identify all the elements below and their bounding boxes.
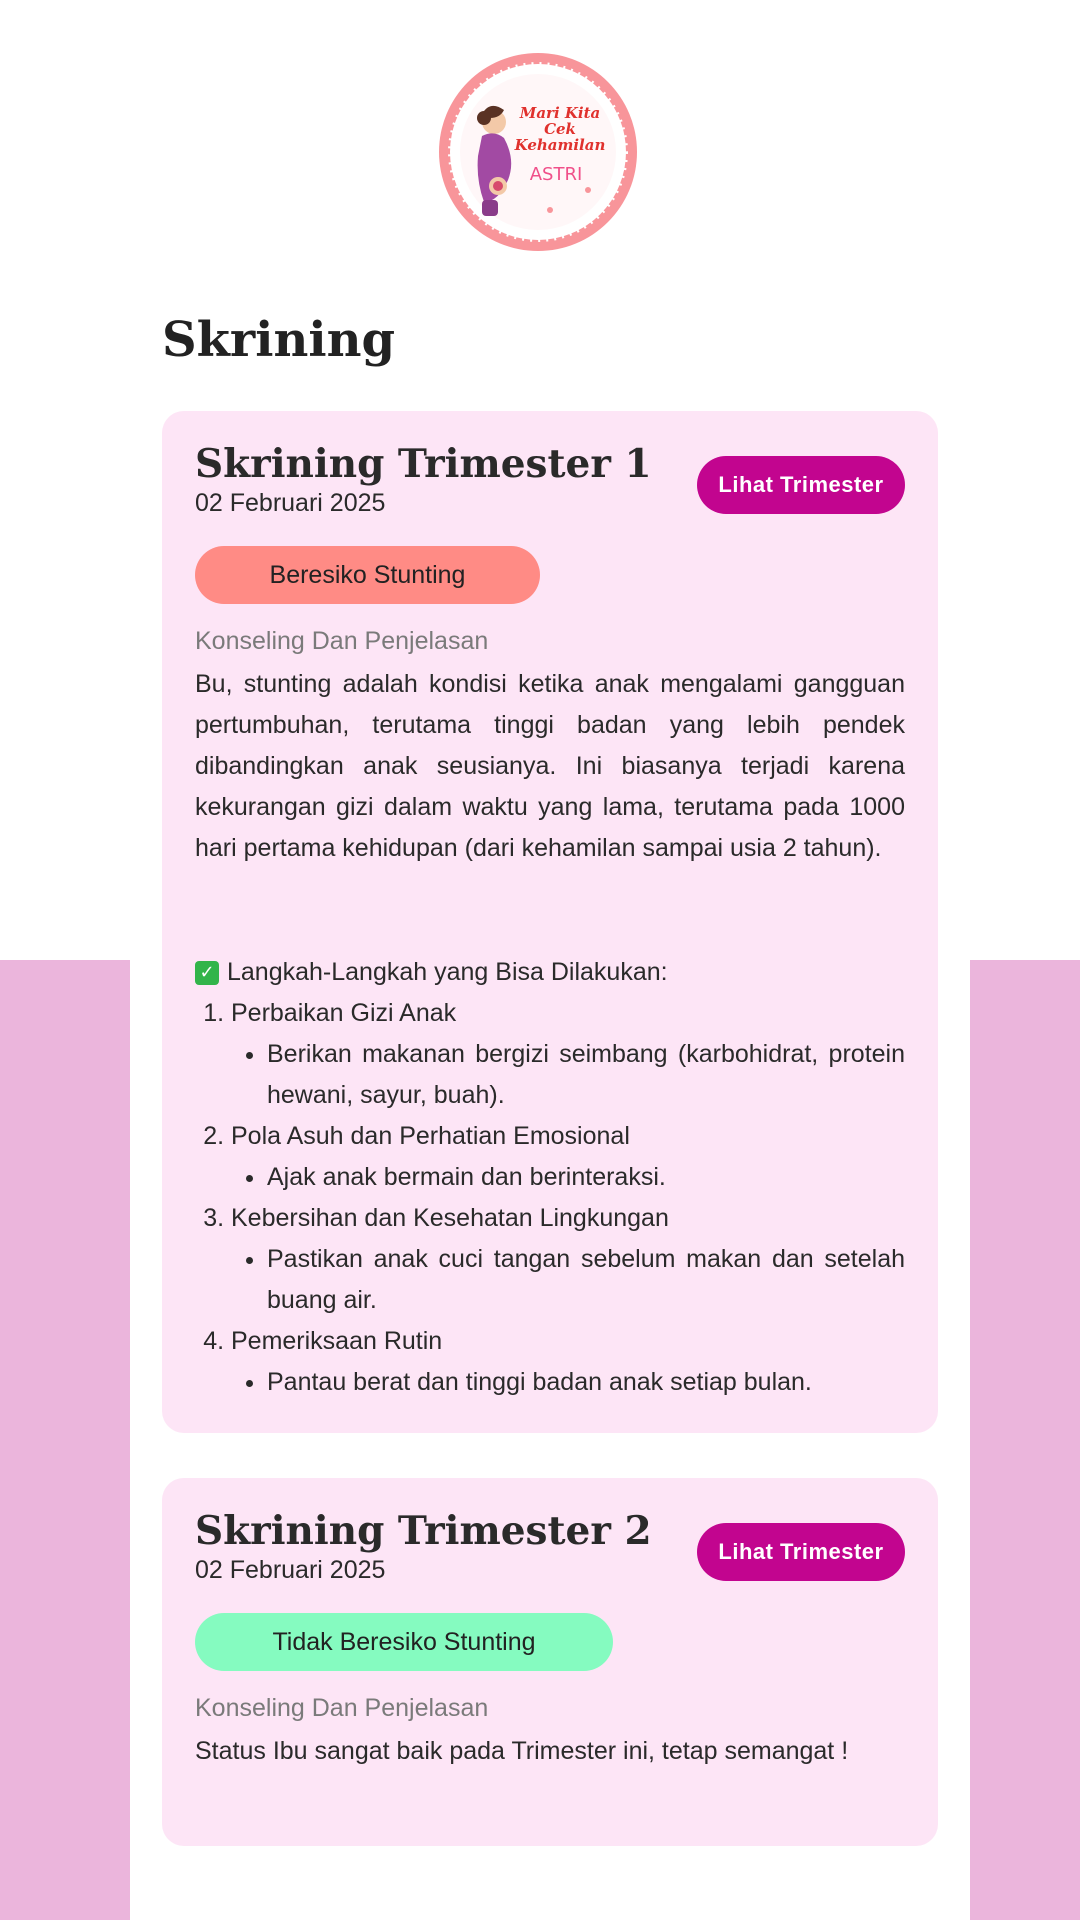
section-label: Konseling Dan Penjelasan bbox=[195, 627, 489, 655]
view-trimester-button[interactable]: Lihat Trimester bbox=[697, 456, 905, 514]
step-detail: • Pastikan anak cuci tangan sebelum makan dan setelah buang air. bbox=[267, 1239, 905, 1321]
left-side-band bbox=[0, 960, 130, 1920]
logo-text-line2: Cek bbox=[544, 120, 576, 138]
logo-text-line3: Kehamilan bbox=[514, 136, 606, 154]
steps-section bbox=[195, 952, 905, 1403]
screening-card-trimester-1 bbox=[162, 411, 938, 1433]
step-title: Pola Asuh dan Perhatian Emosional bbox=[231, 1122, 630, 1150]
list-item bbox=[231, 1321, 905, 1403]
steps-title: Langkah-Langkah yang Bisa Dilakukan: bbox=[227, 958, 668, 986]
list-item bbox=[231, 1198, 905, 1321]
counseling-text: Status Ibu sangat baik pada Trimester ini, tetap semangat ! bbox=[195, 1737, 849, 1765]
step-title: Pemeriksaan Rutin bbox=[231, 1327, 443, 1355]
logo-brand: ASTRI bbox=[529, 164, 583, 185]
right-side-band bbox=[970, 960, 1080, 1920]
section-label: Konseling Dan Penjelasan bbox=[195, 1694, 489, 1722]
steps-list bbox=[195, 993, 905, 1403]
status-badge: Tidak Beresiko Stunting bbox=[195, 1613, 613, 1671]
step-title: Kebersihan dan Kesehatan Lingkungan bbox=[231, 1204, 669, 1232]
counseling-text: Bu, stunting adalah kondisi ketika anak mengalami gangguan pertumbuhan, terutama tinggi badan yang lebih pendek dibandingkan anak seusianya. Ini biasanya terjadi karena kekurangan gizi dalam waktu yang lama, terutama pada 1000 hari pertama kehidupan (dari kehamilan sampai usia 2 tahun). bbox=[195, 670, 905, 862]
view-trimester-button[interactable]: Lihat Trimester bbox=[697, 1523, 905, 1581]
list-item bbox=[231, 993, 905, 1116]
step-detail: • Pantau berat dan tinggi badan anak setiap bulan. bbox=[267, 1362, 905, 1403]
app-logo bbox=[438, 52, 638, 252]
list-item bbox=[231, 1116, 905, 1198]
card-date: 02 Februari 2025 bbox=[195, 489, 386, 517]
card-title: Skrining Trimester 1 bbox=[195, 441, 652, 487]
steps-heading bbox=[195, 952, 905, 993]
step-title: Perbaikan Gizi Anak bbox=[231, 999, 457, 1027]
logo-text-line1: Mari Kita bbox=[519, 104, 601, 122]
page-title: Skrining bbox=[162, 312, 396, 368]
card-date: 02 Februari 2025 bbox=[195, 1556, 386, 1584]
status-badge: Beresiko Stunting bbox=[195, 546, 540, 604]
step-detail: • Ajak anak bermain dan berinteraksi. bbox=[267, 1157, 905, 1198]
screening-card-trimester-2 bbox=[162, 1478, 938, 1846]
card-title: Skrining Trimester 2 bbox=[195, 1508, 652, 1554]
check-mark-icon: ✓ bbox=[195, 961, 219, 985]
step-detail: • Berikan makanan bergizi seimbang (karbohidrat, protein hewani, sayur, buah). bbox=[267, 1034, 905, 1116]
